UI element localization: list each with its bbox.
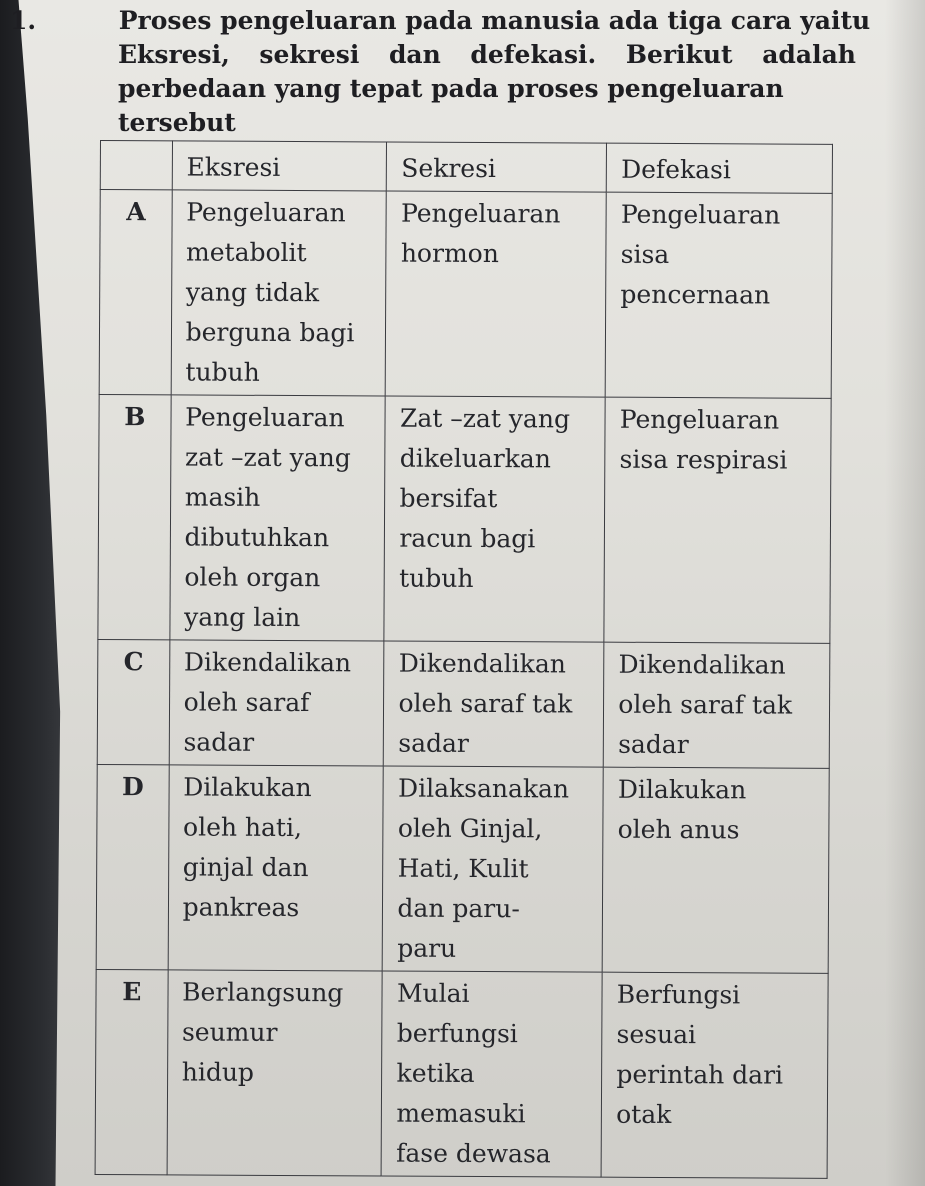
header-eksresi: Eksresi: [172, 141, 387, 191]
header-sekresi: Sekresi: [387, 142, 607, 192]
question-line-2: [10, 38, 890, 72]
cell-defekasi: Dilakukan oleh anus: [602, 767, 829, 973]
question-line-3: perbedaan yang tepat pada proses pengeluaran tersebut: [118, 74, 784, 137]
question-word: Eksresi,: [118, 40, 230, 69]
cell-defekasi: Pengeluaran sisa respirasi: [604, 397, 831, 643]
question-line-1: [10, 4, 890, 38]
question-text: [10, 4, 890, 140]
answer-table: [95, 140, 833, 1179]
question-word: adalah: [762, 40, 856, 69]
cell-sekresi: Dikendalikan oleh saraf tak sadar: [384, 641, 604, 767]
table-row-a: [99, 190, 832, 399]
cell-eksresi: Dikendalikan oleh saraf sadar: [169, 640, 384, 766]
question-number: 1.: [10, 6, 37, 35]
question-line-1-text: Proses pengeluaran pada manusia ada tiga cara yaitu: [118, 6, 871, 35]
option-label: D: [96, 764, 169, 969]
cell-eksresi: Berlangsung seumur hidup: [167, 970, 383, 1176]
cell-sekresi: Zat –zat yang dikeluarkan bersifat racun bagi tubuh: [384, 396, 605, 642]
cell-eksresi: Pengeluaran metabolit yang tidak berguna bagi tubuh: [171, 190, 387, 396]
question-word: Berikut: [625, 40, 733, 69]
table-row-e: [95, 969, 828, 1178]
option-label: A: [99, 190, 172, 395]
table-row-b: [98, 394, 831, 643]
cell-defekasi: Dikendalikan oleh saraf tak sadar: [603, 642, 829, 768]
cell-sekresi: Mulai berfungsi ketika memasuki fase dewasa: [382, 971, 603, 1177]
question-word: defekasi.: [470, 40, 597, 69]
question-word: sekresi: [259, 40, 360, 69]
cell-sekresi: Dilaksanakan oleh Ginjal, Hati, Kulit dan paru- paru: [383, 766, 604, 972]
cell-sekresi: Pengeluaran hormon: [386, 191, 607, 397]
table-row-d: [96, 764, 829, 973]
table-header-row: [100, 141, 832, 194]
question-word: dan: [388, 40, 441, 69]
option-label: C: [97, 639, 169, 764]
cell-defekasi: Berfungsi sesuai perintah dari otak: [601, 972, 828, 1178]
table-row-c: [97, 639, 830, 768]
cell-eksresi: Pengeluaran zat –zat yang masih dibutuhkan oleh organ yang lain: [170, 395, 386, 641]
option-label: B: [98, 394, 171, 639]
cell-eksresi: Dilakukan oleh hati, ginjal dan pankreas: [168, 765, 384, 971]
header-option: [100, 141, 172, 190]
header-defekasi: Defekasi: [606, 143, 832, 193]
option-label: E: [95, 969, 168, 1174]
cell-defekasi: Pengeluaran sisa pencernaan: [605, 192, 832, 398]
paper-shadow: [885, 0, 925, 1186]
